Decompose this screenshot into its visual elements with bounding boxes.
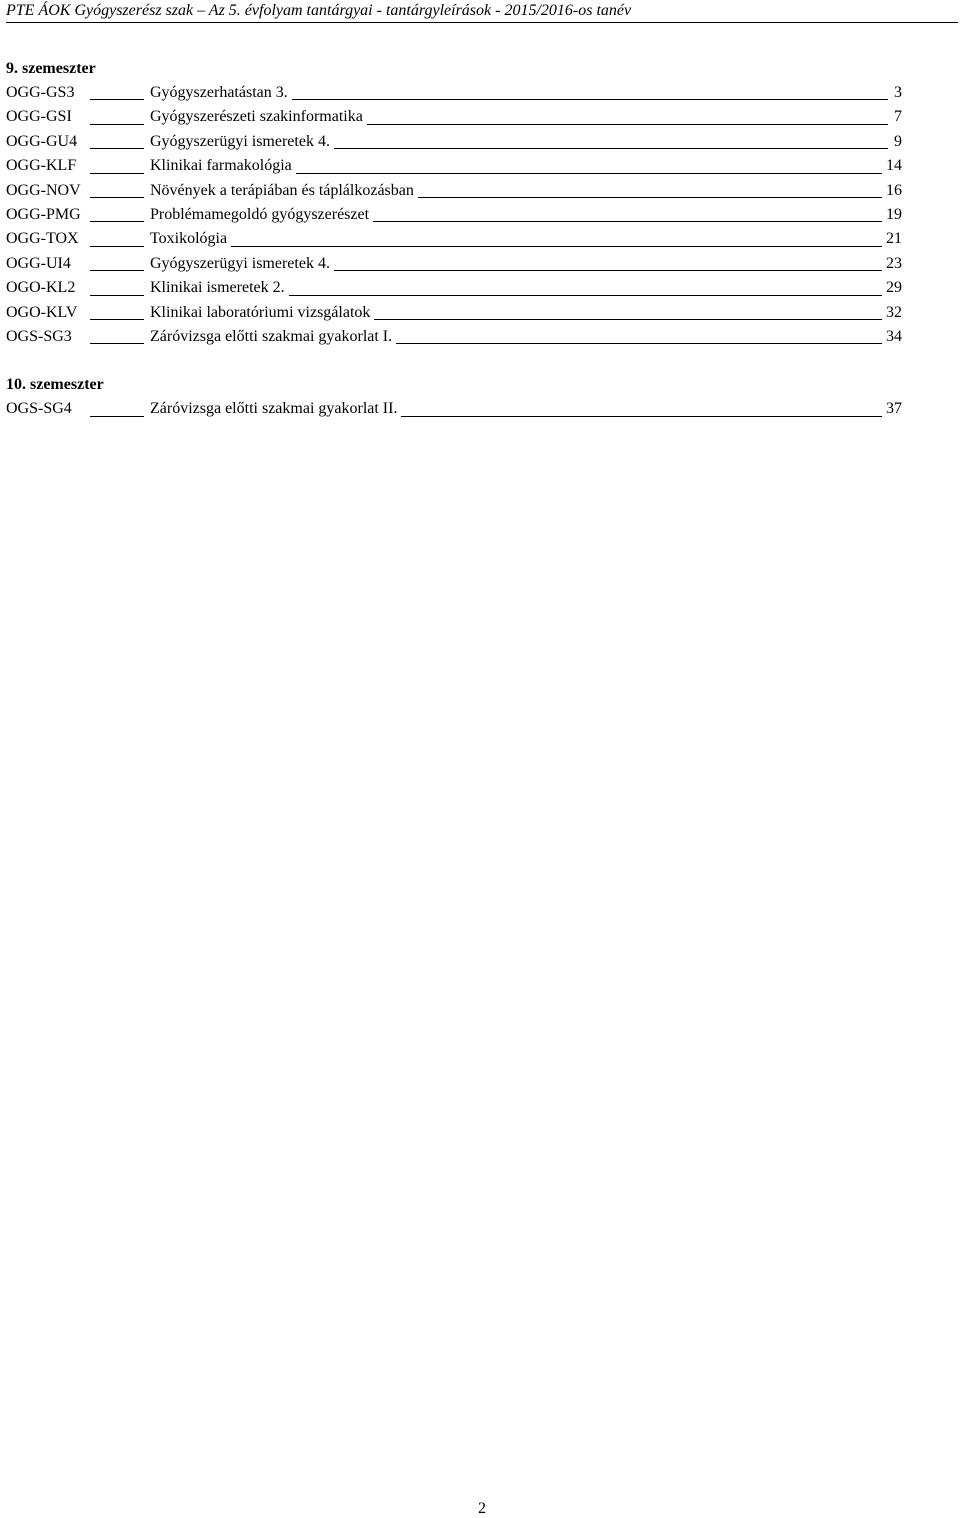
code-underline bbox=[90, 220, 144, 222]
page-number: 23 bbox=[886, 254, 902, 272]
footer-page-number: 2 bbox=[478, 1500, 486, 1517]
leader-line bbox=[401, 415, 882, 417]
code-underline bbox=[90, 196, 144, 198]
page-footer bbox=[0, 1500, 960, 1518]
toc-entry[interactable] bbox=[6, 105, 902, 129]
leader-line bbox=[418, 196, 882, 198]
course-title: Klinikai farmakológia bbox=[150, 157, 292, 175]
toc-entry[interactable] bbox=[6, 301, 902, 325]
toc-entry[interactable] bbox=[6, 252, 902, 276]
course-code: OGG-GS3 bbox=[6, 84, 75, 101]
course-code: OGS-SG3 bbox=[6, 327, 72, 345]
code-underline bbox=[90, 147, 144, 149]
course-code: OGG-KLF bbox=[6, 157, 77, 175]
toc-entry[interactable] bbox=[6, 203, 902, 227]
page-number: 37 bbox=[886, 400, 902, 418]
code-underline bbox=[90, 172, 144, 174]
page-number: 9 bbox=[894, 132, 902, 150]
leader-line bbox=[334, 147, 888, 149]
page-number: 19 bbox=[886, 205, 902, 223]
code-underline bbox=[90, 318, 144, 320]
toc-entry[interactable] bbox=[6, 179, 902, 203]
toc-entry[interactable] bbox=[6, 325, 902, 349]
course-title: Záróvizsga előtti szakmai gyakorlat I. bbox=[150, 327, 393, 345]
page-number: 21 bbox=[886, 230, 902, 248]
section-heading: 10. szemeszter bbox=[6, 376, 104, 394]
course-title: Klinikai laboratóriumi vizsgálatok bbox=[150, 303, 371, 321]
course-code: OGG-GSI bbox=[6, 108, 72, 126]
course-code: OGG-PMG bbox=[6, 205, 81, 223]
running-header bbox=[6, 2, 958, 23]
toc-entry[interactable] bbox=[6, 276, 902, 300]
course-code: OGO-KL2 bbox=[6, 279, 76, 297]
toc-entry[interactable] bbox=[6, 227, 902, 251]
toc-entry[interactable] bbox=[6, 154, 902, 178]
course-code: OGG-UI4 bbox=[6, 254, 71, 272]
table-of-contents bbox=[6, 57, 902, 422]
toc-entry[interactable] bbox=[6, 81, 902, 105]
running-header-text: PTE ÁOK Gyógyszerész szak – Az 5. évfolyam tantárgyai - tantárgyleírások - 2015/2016-os tanév bbox=[6, 2, 632, 19]
course-title: Gyógyszerhatástan 3. bbox=[150, 84, 288, 101]
leader-line bbox=[296, 172, 882, 174]
page-number: 16 bbox=[886, 181, 902, 199]
course-title: Gyógyszerügyi ismeretek 4. bbox=[150, 254, 330, 272]
toc-entry[interactable] bbox=[6, 397, 902, 421]
course-code: OGS-SG4 bbox=[6, 400, 72, 418]
course-title: Toxikológia bbox=[150, 230, 228, 248]
section-heading: 9. szemeszter bbox=[6, 60, 96, 77]
leader-line bbox=[367, 123, 888, 125]
code-underline bbox=[90, 294, 144, 296]
course-title: Problémamegoldó gyógyszerészet bbox=[150, 205, 370, 223]
code-underline bbox=[90, 123, 144, 125]
section-10-szemeszter bbox=[6, 373, 902, 421]
code-underline bbox=[90, 342, 144, 344]
leader-line bbox=[292, 98, 888, 100]
course-code: OGG-GU4 bbox=[6, 132, 78, 150]
course-code: OGO-KLV bbox=[6, 303, 78, 321]
page-number: 32 bbox=[886, 303, 902, 321]
code-underline bbox=[90, 245, 144, 247]
code-underline bbox=[90, 269, 144, 271]
course-title: Növények a terápiában és táplálkozásban bbox=[150, 181, 414, 199]
leader-line bbox=[289, 294, 882, 296]
page-number: 14 bbox=[886, 157, 902, 175]
section-9-szemeszter bbox=[6, 57, 902, 349]
page-number: 7 bbox=[894, 108, 902, 126]
leader-line bbox=[396, 342, 882, 344]
code-underline bbox=[90, 98, 144, 100]
leader-line bbox=[231, 245, 882, 247]
course-title: Gyógyszerészeti szakinformatika bbox=[150, 108, 363, 126]
toc-entry[interactable] bbox=[6, 130, 902, 154]
leader-line bbox=[334, 269, 882, 271]
leader-line bbox=[373, 220, 882, 222]
page-number: 3 bbox=[894, 84, 902, 101]
course-title: Gyógyszerügyi ismeretek 4. bbox=[150, 132, 330, 150]
code-underline bbox=[90, 415, 144, 417]
course-title: Klinikai ismeretek 2. bbox=[150, 279, 285, 297]
page-number: 29 bbox=[886, 279, 902, 297]
leader-line bbox=[374, 318, 882, 320]
course-code: OGG-NOV bbox=[6, 181, 81, 199]
course-title: Záróvizsga előtti szakmai gyakorlat II. bbox=[150, 400, 398, 418]
page-number: 34 bbox=[886, 327, 902, 345]
section-spacer bbox=[6, 349, 902, 373]
course-code: OGG-TOX bbox=[6, 230, 79, 248]
